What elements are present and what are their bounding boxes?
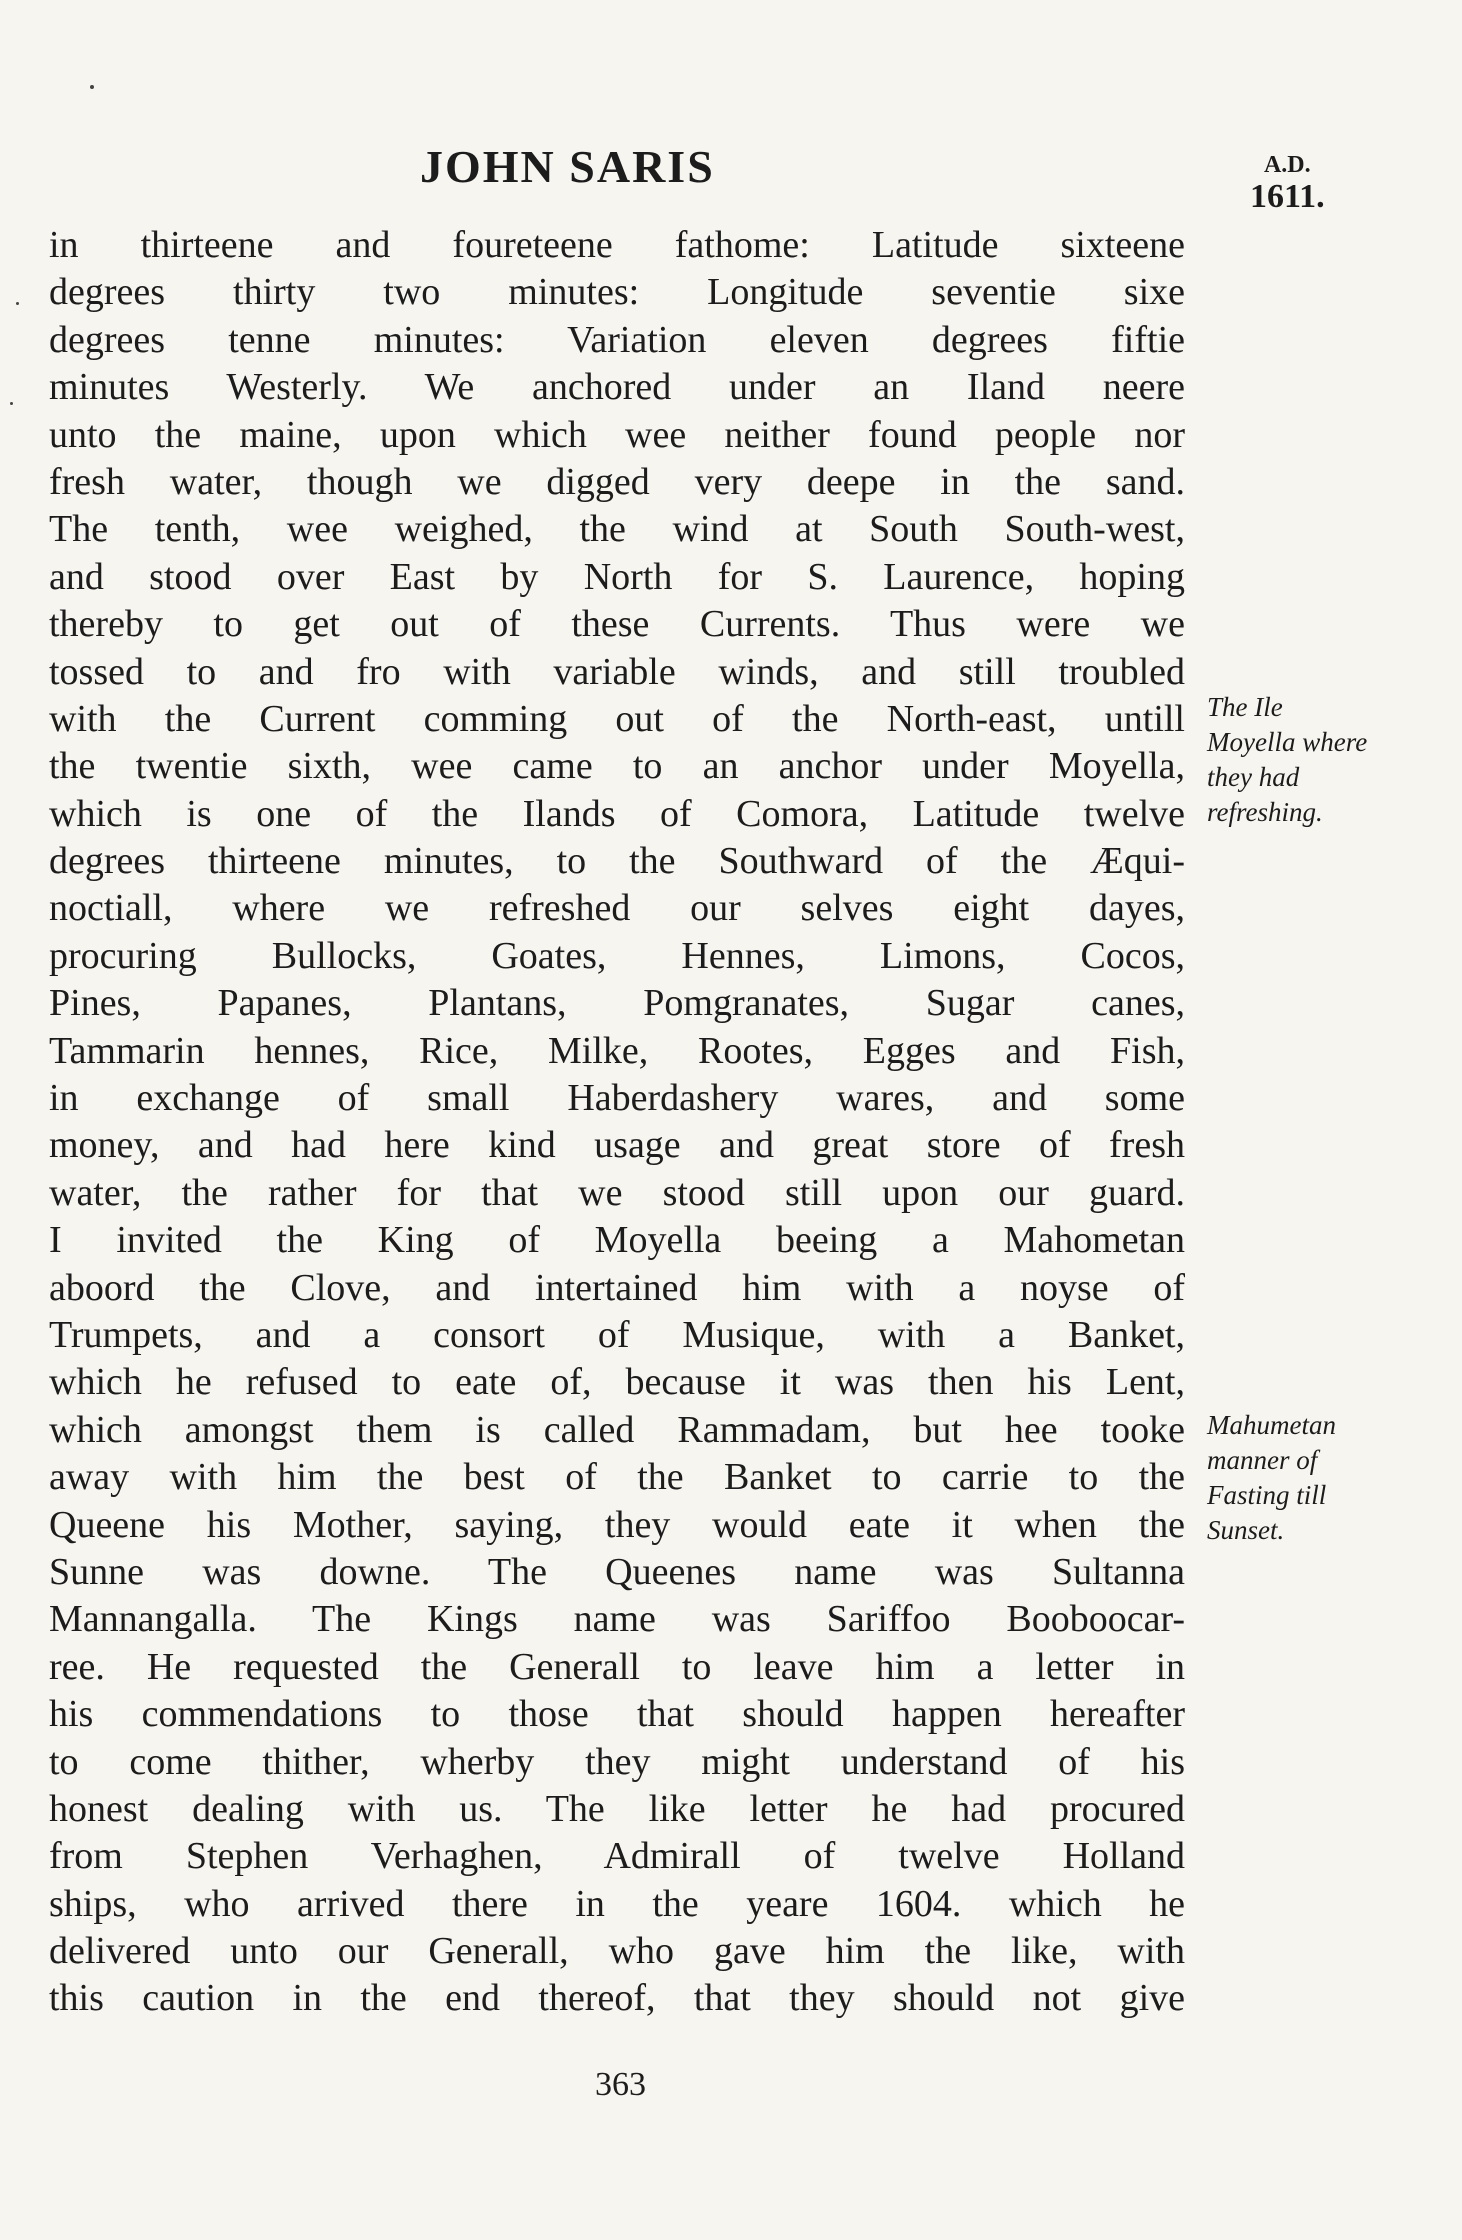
margin-note-moyella: [1207, 690, 1427, 830]
text-line: this caution in the end thereof, that they should not give: [49, 1977, 1185, 2020]
text-line: in exchange of small Haberdashery wares, and some: [49, 1077, 1185, 1120]
running-title: JOHN SARIS: [420, 141, 715, 192]
text-line: water, the rather for that we stood still upon our guard.: [49, 1171, 1185, 1214]
text-line: fresh water, though we digged very deepe in the sand.: [49, 460, 1185, 503]
text-line: the twentie sixth, wee came to an anchor under Moyella,: [49, 745, 1185, 788]
text-line: Sunne was downe. The Queenes name was Sultanna: [49, 1550, 1185, 1593]
text-line: unto the maine, upon which wee neither found people nor: [49, 413, 1185, 456]
text-line: Tammarin hennes, Rice, Milke, Rootes, Egges and Fish,: [49, 1029, 1185, 1072]
ink-speck: [90, 85, 94, 89]
text-line: Pines, Papanes, Plantans, Pomgranates, Sugar canes,: [49, 982, 1185, 1025]
body-text: [49, 222, 1185, 2023]
margin-note-line: Sunset.: [1207, 1515, 1285, 1545]
text-line: in thirteene and foureteene fathome: Latitude sixteene: [49, 224, 1185, 266]
margin-note-line: they had: [1207, 762, 1300, 792]
text-line: to come thither, wherby they might understand of his: [49, 1740, 1185, 1783]
text-line: ships, who arrived there in the yeare 1604. which he: [49, 1882, 1185, 1925]
text-line: Queene his Mother, saying, they would eate it when the: [49, 1503, 1185, 1546]
margin-note-line: The Ile: [1207, 692, 1283, 722]
year-label: A.D.: [1263, 152, 1311, 178]
text-line: minutes Westerly. We anchored under an Iland neere: [49, 366, 1185, 409]
margin-note-line: Mahumetan: [1207, 1410, 1336, 1440]
text-line: from Stephen Verhaghen, Admirall of twelve Holland: [49, 1835, 1185, 1878]
text-line: which amongst them is called Rammadam, but hee tooke: [49, 1408, 1185, 1451]
text-line: money, and had here kind usage and great store of fresh: [49, 1124, 1185, 1167]
text-line: aboord the Clove, and intertained him with a noyse of: [49, 1266, 1185, 1309]
text-line: degrees thirteene minutes, to the Southward of the Æqui-: [49, 840, 1185, 883]
ink-speck: [16, 302, 19, 305]
text-line: thereby to get out of these Currents. Thus were we: [49, 603, 1185, 646]
text-line: honest dealing with us. The like letter he had procured: [49, 1787, 1185, 1830]
text-line: tossed to and fro with variable winds, and still troubled: [49, 650, 1185, 693]
margin-note-line: Moyella where: [1207, 727, 1368, 757]
text-line: degrees thirty two minutes: Longitude seventie sixe: [49, 271, 1185, 314]
margin-note-line: refreshing.: [1207, 797, 1323, 827]
text-line: The tenth, wee weighed, the wind at South South-west,: [49, 508, 1185, 551]
text-line: noctiall, where we refreshed our selves eight dayes,: [49, 887, 1185, 930]
text-line: I invited the King of Moyella beeing a Mahometan: [49, 1219, 1185, 1262]
text-line: Trumpets, and a consort of Musique, with a Banket,: [49, 1313, 1185, 1356]
text-line: degrees tenne minutes: Variation eleven degrees fiftie: [49, 318, 1185, 361]
text-line: and stood over East by North for S. Laurence, hoping: [49, 555, 1185, 598]
text-line: Mannangalla. The Kings name was Sariffoo Booboocar-: [49, 1598, 1185, 1641]
text-line: procuring Bullocks, Goates, Hennes, Limons, Cocos,: [49, 934, 1185, 977]
ink-speck: [10, 402, 13, 405]
text-line: his commendations to those that should happen hereafter: [49, 1693, 1185, 1736]
text-line: ree. He requested the Generall to leave him a letter in: [49, 1645, 1185, 1688]
text-line: which he refused to eate of, because it was then his Lent,: [49, 1361, 1185, 1404]
page-number: 363: [595, 2066, 646, 2103]
margin-note-line: manner of: [1207, 1445, 1318, 1475]
text-line: delivered unto our Generall, who gave him the like, with: [49, 1930, 1185, 1973]
margin-note-line: Fasting till: [1207, 1480, 1327, 1510]
year-value: 1611.: [1250, 178, 1325, 216]
margin-note-fasting: [1207, 1408, 1427, 1548]
text-line: away with him the best of the Banket to carrie to the: [49, 1456, 1185, 1499]
text-line: with the Current comming out of the North-east, untill: [49, 697, 1185, 740]
year-marker: [1250, 152, 1325, 216]
text-line: which is one of the Ilands of Comora, Latitude twelve: [49, 792, 1185, 835]
